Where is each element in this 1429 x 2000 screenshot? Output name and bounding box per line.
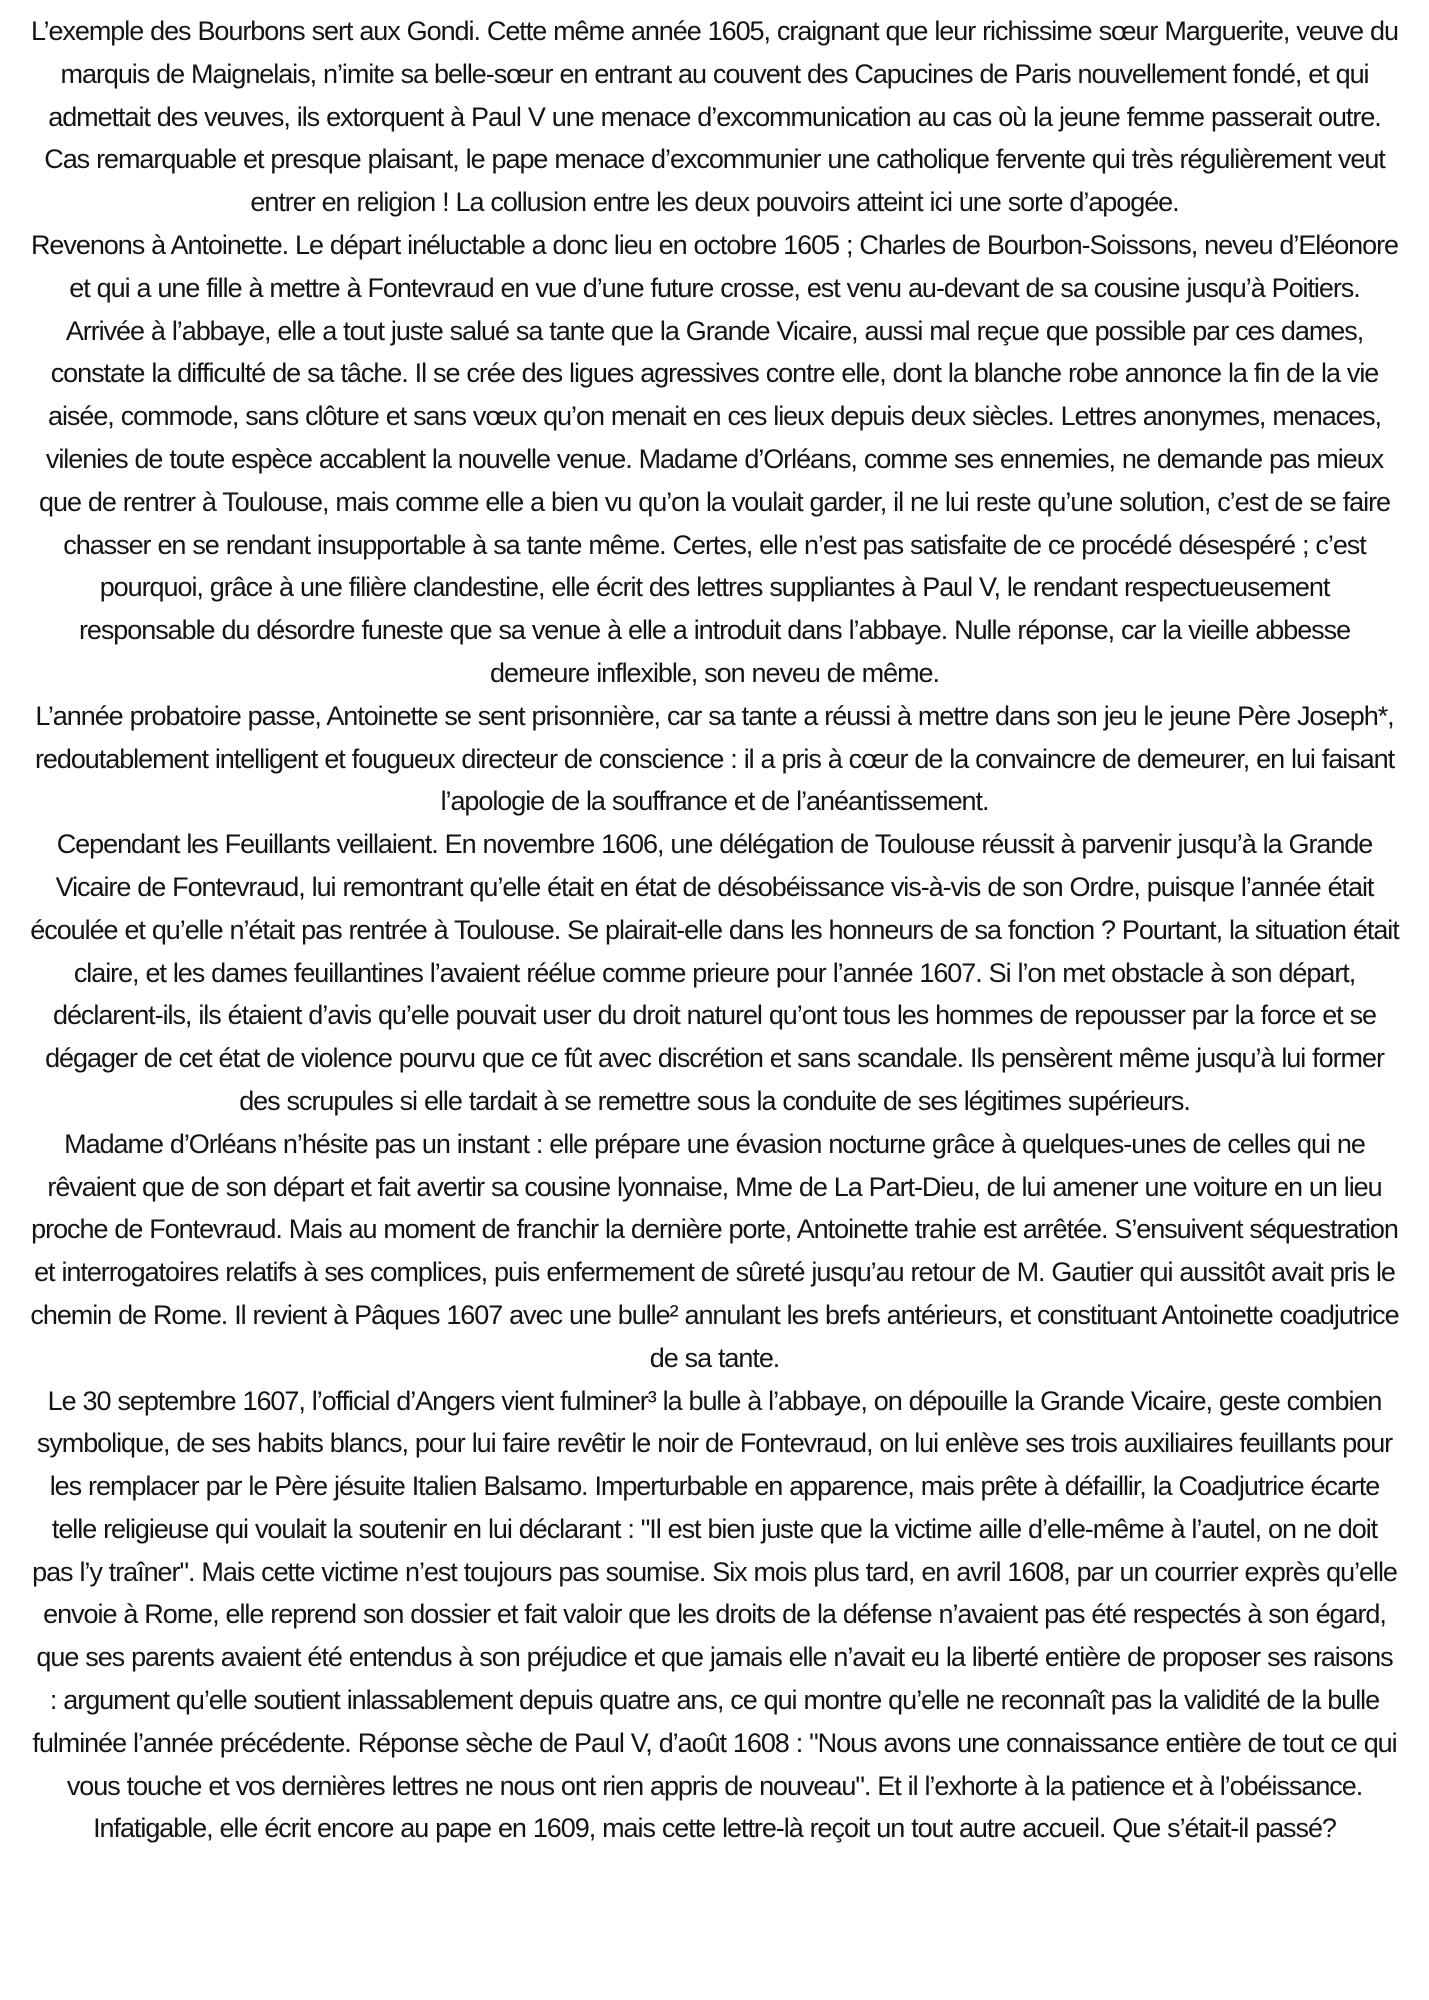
paragraph-probation-year: L’année probatoire passe, Antoinette se sent prisonnière, car sa tante a réussi à mettre dans son jeu le jeune Père Joseph*, redoutablement intelligent et fougueux directeur de conscience : il a pris à cœur de la convaincre de demeurer, en lui faisant l’apologie de la souffrance et de l’anéantissement.: [34, 700, 1395, 817]
paragraph-feuillants: Cependant les Feuillants veillaient. En novembre 1606, une délégation de Toulouse réussit à parvenir jusqu’à la Grande Vicaire de Fontevraud, lui remontrant qu’elle était en état de désobéissance vis-à-vis de son Ordre, puisque l’année était écoulée et qu’elle n’était pas rentrée à Toulouse. Se plairait-elle dans les honneurs de sa fonction ? Pourtant, la situation était claire, et les dames feuillantines l’avaient réélue comme prieure pour l’année 1607. Si l’on met obstacle à son départ, déclarent-ils, ils étaient d’avis qu’elle pouvait user du droit naturel qu’ont tous les hommes de repousser par la force et se dégager de cet état de violence pourvu que ce fût avec discrétion et sans scandale. Ils pensèrent même jusqu’à lui former des scrupules si elle tardait à se remettre sous la conduite de ses légitimes supérieurs.: [30, 829, 1399, 1116]
paragraph-gondi: L’exemple des Bourbons sert aux Gondi. Cette même année 1605, craignant que leur richissime sœur Marguerite, veuve du marquis de Maignelais, n’imite sa belle-sœur en entrant au couvent des Capucines de Paris nouvellement fondé, et qui admettait des veuves, ils extorquent à Paul V une menace d’excommunication au cas où la jeune femme passerait outre. Cas remarquable et presque plaisant, le pape menace d’excommunier une catholique fervente qui très régulièrement veut entrer en religion ! La collusion entre les deux pouvoirs atteint ici une sorte d’apogée.: [31, 16, 1398, 218]
paragraph-antoinette-departure: Revenons à Antoinette. Le départ inéluctable a donc lieu en octobre 1605 ; Charles de Bourbon-Soissons, neveu d’Eléonore et qui a une fille à mettre à Fontevraud en vue d’une future crosse, est venu au-devant de sa cousine jusqu’à Poitiers. Arrivée à l’abbaye, elle a tout juste salué sa tante que la Grande Vicaire, aussi mal reçue que possible par ces dames, constate la difficulté de sa tâche. Il se crée des ligues agressives contre elle, dont la blanche robe annonce la fin de la vie aisée, commode, sans clôture et sans vœux qu’on menait en ces lieux depuis deux siècles. Lettres anonymes, menaces, vilenies de toute espèce accablent la nouvelle venue. Madame d’Orléans, comme ses ennemies, ne demande pas mieux que de rentrer à Toulouse, mais comme elle a bien vu qu’on la voulait garder, il ne lui reste qu’une solution, c’est de se faire chasser en se rendant insupportable à sa tante même. Certes, elle n’est pas satisfaite de ce procédé désespéré ; c’est pourquoi, grâce à une filière clandestine, elle écrit des lettres suppliantes à Paul V, le rendant respectueusement responsable du désordre funeste que sa venue à elle a introduit dans l’abbaye. Nulle réponse, car la vieille abbesse demeure inflexible, son neveu de même.: [30, 229, 1398, 688]
paragraph-bull-fulminated: Le 30 septembre 1607, l’official d’Angers vient fulminer³ la bulle à l’abbaye, on dépouille la Grande Vicaire, geste combien symbolique, de ses habits blancs, pour lui faire revêtir le noir de Fontevraud, on lui enlève ses trois auxiliaires feuillants pour les remplacer par le Père jésuite Italien Balsamo. Imperturbable en apparence, mais prête à défaillir, la Coadjutrice écarte telle religieuse qui voulait la soutenir en lui déclarant : "Il est bien juste que la victime aille d’elle-même à l’autel, on ne doit pas l’y traîner". Mais cette victime n’est toujours pas soumise. Six mois plus tard, en avril 1608, par un courrier exprès qu’elle envoie à Rome, elle reprend son dossier et fait valoir que les droits de la défense n’avaient pas été respectés à son égard, que ses parents avaient été entendus à son préjudice et que jamais elle n’avait eu la liberté entière de proposer ses raisons : argument qu’elle soutient inlassablement depuis quatre ans, ce qui montre qu’elle ne reconnaît pas la validité de la bulle fulminée l’année précédente. Réponse sèche de Paul V, d’août 1608 : "Nous avons une connaissance entière de tout ce qui vous touche et vos dernières lettres ne nous ont rien appris de nouveau". Et il l’exhorte à la patience et à l’obéissance. Infatigable, elle écrit encore au pape en 1609, mais cette lettre-là reçoit un tout autre accueil. Que s’était-il passé?: [32, 1385, 1397, 1844]
paragraph-escape-attempt: Madame d’Orléans n’hésite pas un instant : elle prépare une évasion nocturne grâce à quelques-unes de celles qui ne rêvaient que de son départ et fait avertir sa cousine lyonnaise, Mme de La Part-Dieu, de lui amener une voiture en un lieu proche de Fontevraud. Mais au moment de franchir la dernière porte, Antoinette trahie est arrêtée. S’ensuivent séquestration et interrogatoires relatifs à ses complices, puis enfermement de sûreté jusqu’au retour de M. Gautier qui aussitôt avait pris le chemin de Rome. Il revient à Pâques 1607 avec une bulle² annulant les brefs antérieurs, et constituant Antoinette coadjutrice de sa tante.: [30, 1128, 1399, 1373]
